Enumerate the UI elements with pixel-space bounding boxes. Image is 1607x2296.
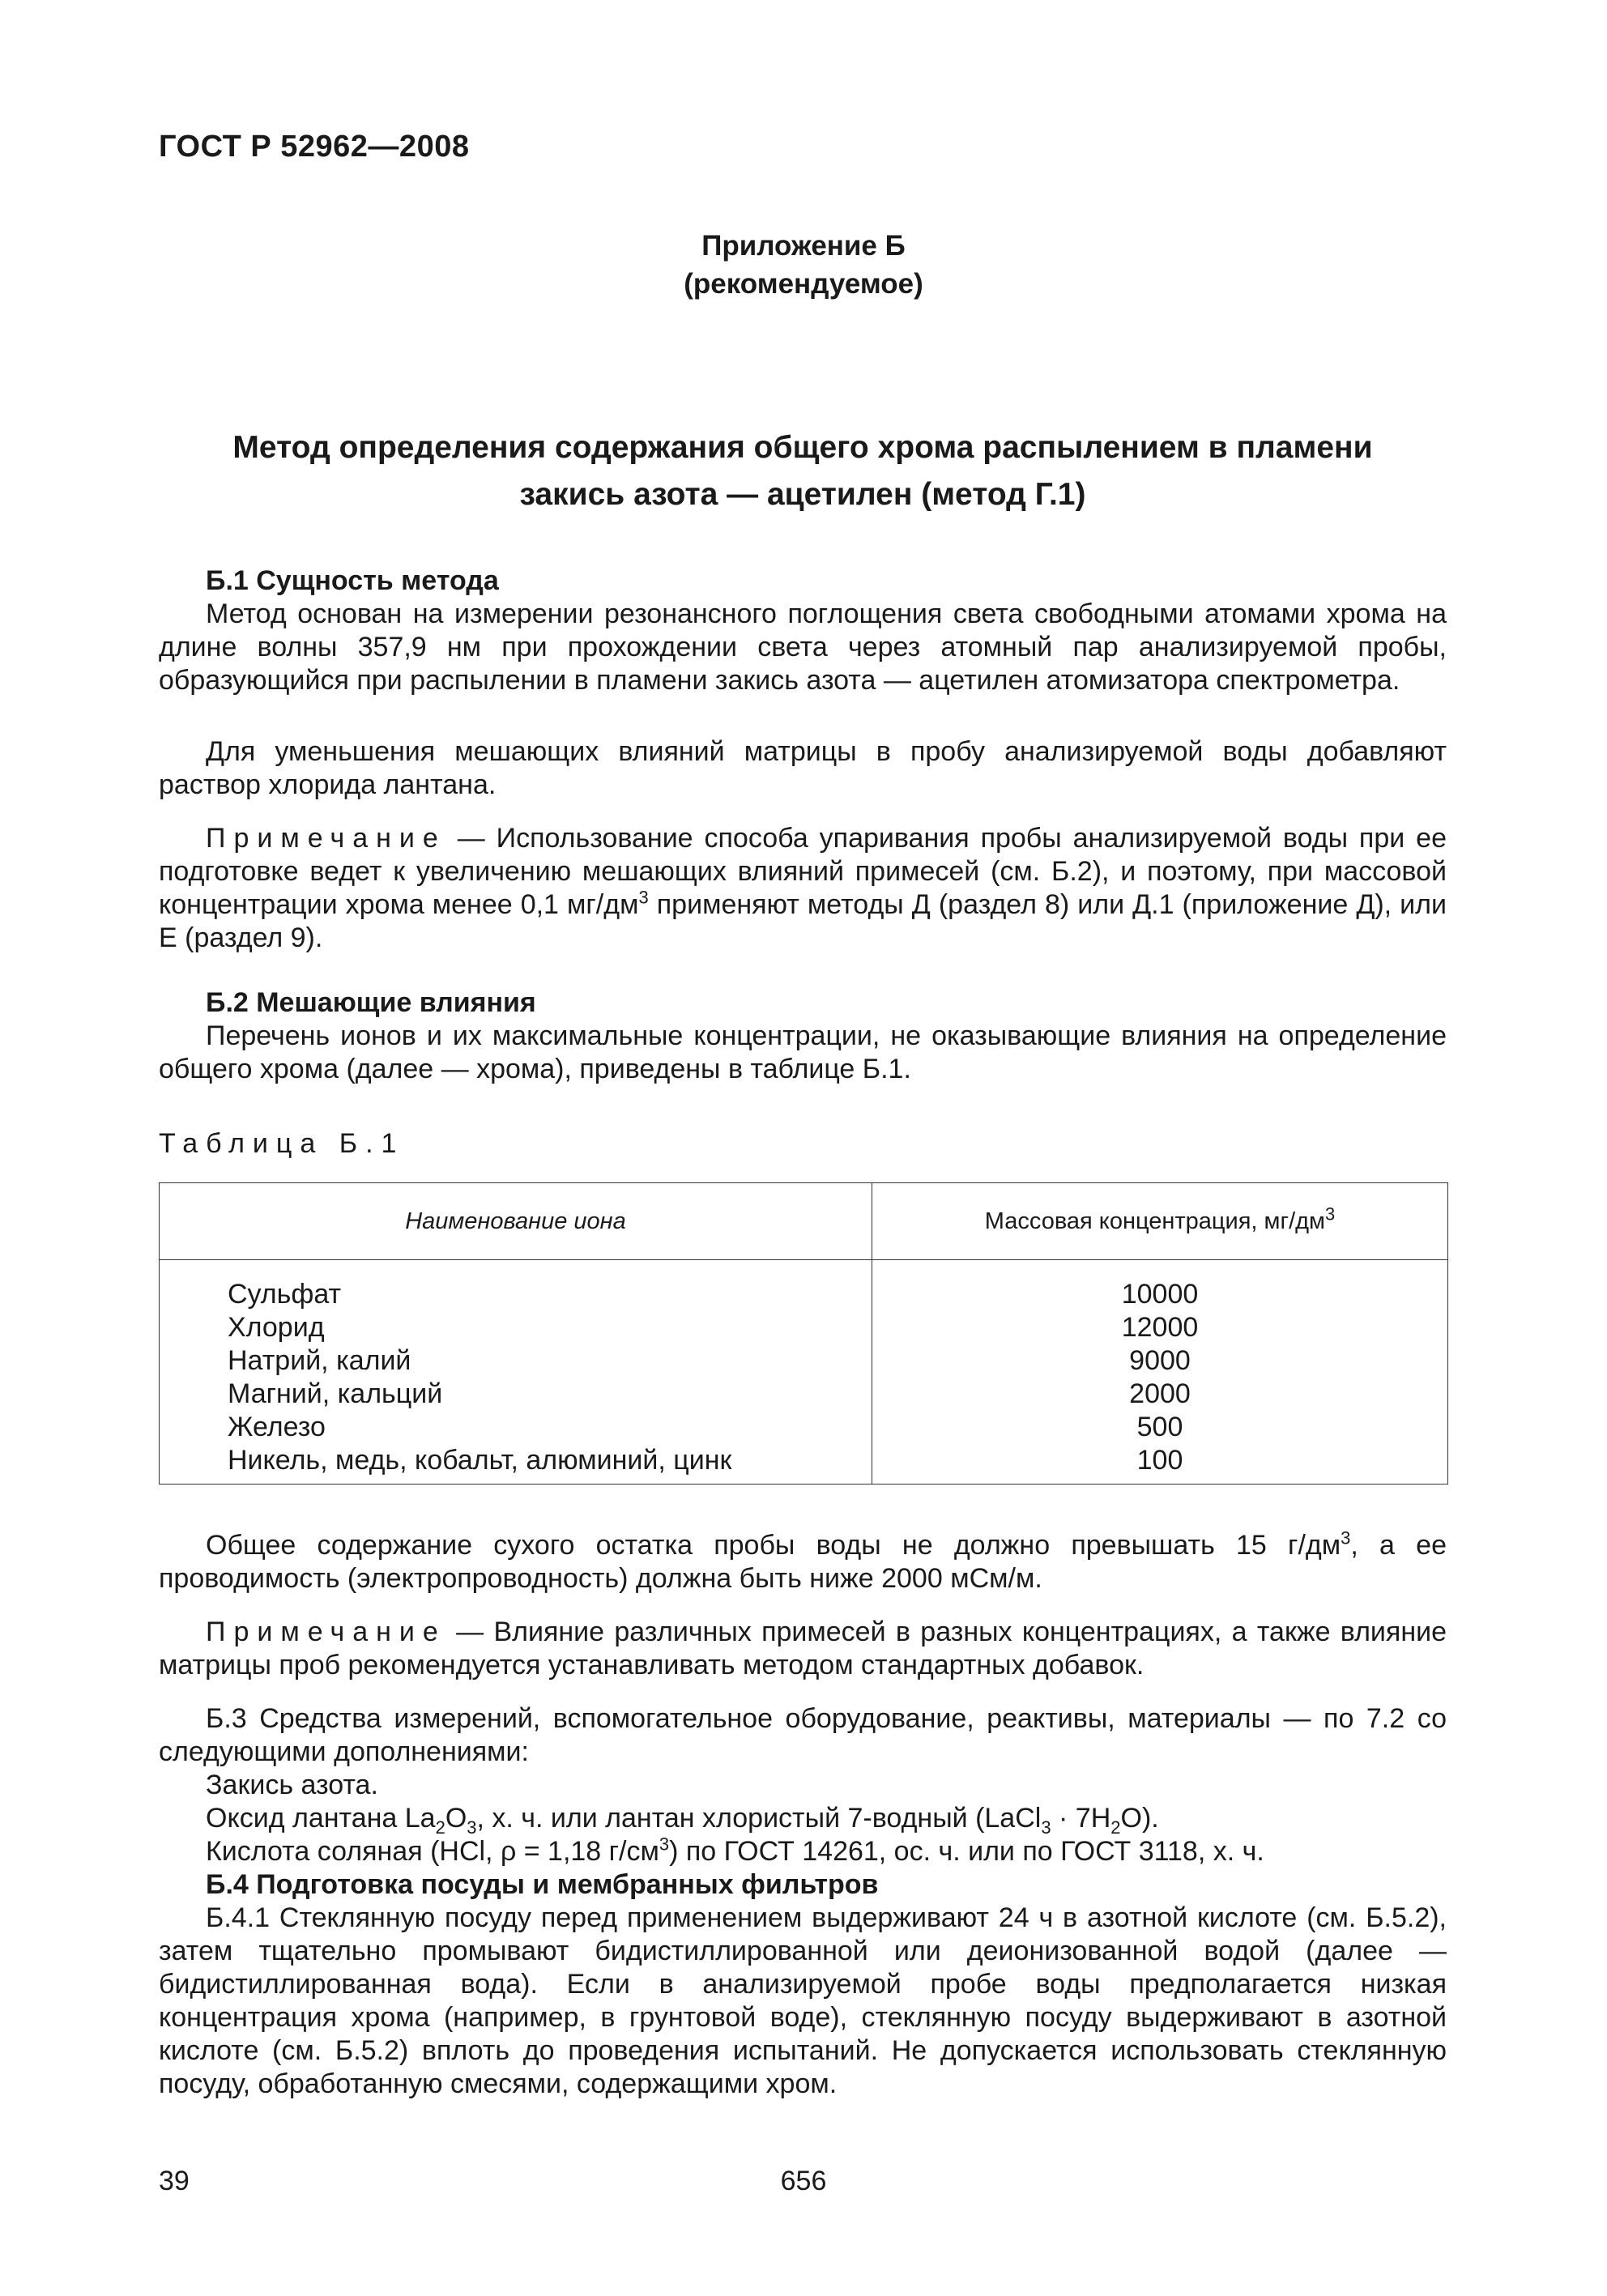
section-b2-heading: Б.2 Мешающие влияния	[206, 987, 536, 1018]
table-row-name: Хлорид	[228, 1312, 325, 1343]
b3-item-hydrochloric-acid: Кислота соляная (HCl, ρ = 1,18 $г/см^3$) по ГОСТ 14261, ос. ч. или по ГОСТ 3118, х. ч.	[206, 1834, 1264, 1867]
annex-title: Приложение Б	[701, 230, 906, 262]
table-row-name: Железо	[228, 1412, 326, 1442]
standard-number: ГОСТ Р 52962—2008	[159, 130, 470, 164]
note-label: Примечание	[206, 1617, 446, 1647]
doc-title-line1: Метод определения содержания общего хрома распылением в пламени	[232, 430, 1373, 465]
section-b1-heading: Б.1 Сущность метода	[206, 565, 499, 596]
doc-title	[159, 424, 1447, 518]
table-row-value: 12000	[1121, 1312, 1199, 1343]
page-number-left: 39	[159, 2166, 190, 2196]
table-row-name: Магний, кальций	[228, 1378, 443, 1409]
doc-title-line2: закись азота — ацетилен (метод Г.1)	[519, 477, 1086, 512]
section-b1-paragraph1: Метод основан на измерении резонансного поглощения света свободными атомами хрома на длине волны 357,9 нм при прохождении света через атомный пар анализируемой пробы, образующийся при распылении в пламени закись азота — ацетилен атомизатора спектрометра.	[159, 598, 1447, 696]
table-row-value: 2000	[1129, 1378, 1191, 1409]
section-b3-paragraph: Б.3 Средства измерений, вспомогательное оборудование, реактивы, материалы — по 7.2 со следующими дополнениями:	[159, 1703, 1447, 1767]
dry-residue-paragraph: Общее содержание сухого остатка пробы воды не должно превышать 15 $г/дм^3$, а ее проводимость (электропроводность) должна быть ниже 2000 мСм/м.	[159, 1527, 1447, 1594]
table-header-concentration: Массовая концентрация, $мг/дм^3$	[872, 1183, 1448, 1260]
page-number-center: 656	[780, 2166, 827, 2196]
table-caption: Таблица Б.1	[159, 1128, 405, 1159]
table-row-value: 500	[1136, 1412, 1183, 1442]
ion-table	[159, 1182, 1448, 1485]
section-b1-paragraph2: Для уменьшения мешающих влияний матрицы в пробу анализируемой воды добавляют раствор хлорида лантана.	[159, 736, 1447, 800]
table-row-value: 10000	[1121, 1279, 1199, 1310]
table-row-name: Сульфат	[228, 1279, 342, 1310]
table-row-value: 9000	[1129, 1345, 1191, 1376]
table-row-value: 100	[1136, 1445, 1183, 1476]
b3-item-lanthanum: Оксид лантана $La_2O_3$, х. ч. или лантан хлористый 7-водный (LaCl$_3$ · $7H_2O$).	[206, 1803, 1159, 1838]
section-b2-paragraph1: Перечень ионов и их максимальные концентрации, не оказывающие влияния на определение общего хрома (далее — хрома), приведены в таблице Б.1.	[159, 1020, 1447, 1084]
table-header-ion-name: Наименование иона	[160, 1183, 872, 1260]
table-row-name: Натрий, калий	[228, 1345, 411, 1376]
note-label: Примечание	[206, 823, 446, 854]
table-values-column	[872, 1260, 1448, 1485]
b3-item-nitrous-oxide: Закись азота.	[206, 1770, 378, 1800]
table-row-name: Никель, медь, кобальт, алюминий, цинк	[228, 1445, 732, 1476]
table-names-column	[160, 1260, 872, 1485]
section-b4-paragraph1: Б.4.1 Стеклянную посуду перед применением выдерживают 24 ч в азотной кислоте (см. Б.5.2), затем тщательно промывают бидистиллированной или деионизованной водой (далее — бидистиллированная вода). Если в анализируемой пробе воды предполагается низкая концентрация хрома (например, в грунтовой воде), стеклянную посуду выдерживают в азотной кислоте (см. Б.5.2) вплоть до проведения испытаний. Не допускается использовать стеклянную посуду, обработанную смесями, содержащими хром.	[159, 1902, 1447, 2099]
section-b1-note: Примечание — Использование способа упаривания пробы анализируемой воды при ее подготовке ведет к увеличению мешающих влияний примесей (см. Б.2), и поэтому, при массовой концентрации хрома менее 0,1 $мг/дм^3$ применяют методы Д (раздел 8) или Д.1 (приложение Д), или Е (раздел 9).	[159, 823, 1447, 953]
matrix-note: Примечание — Влияние различных примесей в разных концентрациях, а также влияние матрицы проб рекомендуется устанавливать методом стандартных добавок.	[159, 1617, 1447, 1680]
annex-type: (рекомендуемое)	[684, 268, 923, 300]
section-b4-heading: Б.4 Подготовка посуды и мембранных фильтров	[206, 1869, 879, 1900]
